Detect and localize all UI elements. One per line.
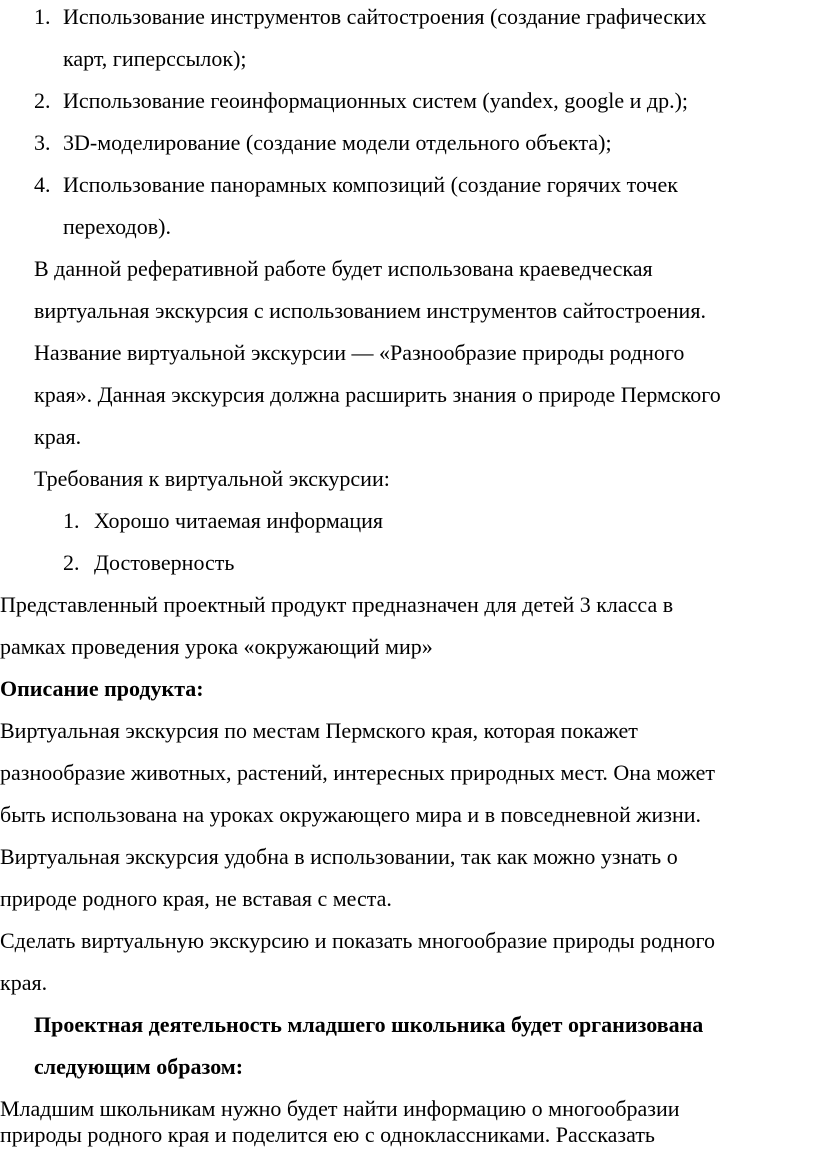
description-heading: Описание продукта: xyxy=(0,676,204,701)
paragraph-line: края». Данная экскурсия должна расширить знания о природе Пермского xyxy=(34,382,721,407)
list-number: 1. xyxy=(63,508,80,533)
list-item-text: Использование геоинформационных систем (yandex, google и др.); xyxy=(63,88,689,113)
list-item-text: Использование инструментов сайтостроения (создание графических xyxy=(63,4,707,29)
list-number: 3. xyxy=(34,130,51,155)
heading-line: Проектная деятельность младшего школьника будет организована xyxy=(34,1012,704,1037)
paragraph-line: Представленный проектный продукт предназначен для детей 3 класса в xyxy=(0,592,674,617)
paragraph-line: Сделать виртуальную экскурсию и показать многообразие природы родного xyxy=(0,928,715,953)
paragraph-line: В данной реферативной работе будет использована краеведческая xyxy=(34,256,653,281)
paragraph-line: края. xyxy=(0,970,48,995)
list-number: 1. xyxy=(34,4,51,29)
list-number: 2. xyxy=(34,88,51,113)
paragraph-line: разнообразие животных, растений, интересных природных мест. Она может xyxy=(0,760,715,785)
list-item-text: Использование панорамных композиций (создание горячих точек xyxy=(63,172,678,197)
paragraph-line: Младшим школьникам нужно будет найти информацию о многообразии xyxy=(0,1096,680,1121)
list-item-text: карт, гиперссылок); xyxy=(63,46,247,71)
paragraph-line: природы родного края и поделится ею с одноклассниками. Рассказать xyxy=(0,1122,655,1147)
list-item-text: Хорошо читаемая информация xyxy=(94,508,384,533)
paragraph-line: рамках проведения урока «окружающий мир» xyxy=(0,634,433,659)
paragraph-line: Виртуальная экскурсия по местам Пермского края, которая покажет xyxy=(0,718,638,743)
list-item-text: Достоверность xyxy=(94,550,235,575)
requirements-heading: Требования к виртуальной экскурсии: xyxy=(34,466,390,491)
paragraph-line: природе родного края, не вставая с места. xyxy=(0,886,392,911)
paragraph-line: края. xyxy=(34,424,82,449)
list-number: 2. xyxy=(63,550,80,575)
list-item-text: переходов). xyxy=(63,214,171,239)
heading-line: следующим образом: xyxy=(34,1054,244,1079)
paragraph-line: виртуальная экскурсия с использованием инструментов сайтостроения. xyxy=(34,298,706,323)
paragraph-line: Виртуальная экскурсия удобна в использовании, так как можно узнать о xyxy=(0,844,678,869)
paragraph-line: быть использована на уроках окружающего мира и в повседневной жизни. xyxy=(0,802,702,827)
list-item-text: 3D-моделирование (создание модели отдельного объекта); xyxy=(63,130,612,155)
list-number: 4. xyxy=(34,172,51,197)
paragraph-line: Название виртуальной экскурсии — «Разнообразие природы родного xyxy=(34,340,685,365)
